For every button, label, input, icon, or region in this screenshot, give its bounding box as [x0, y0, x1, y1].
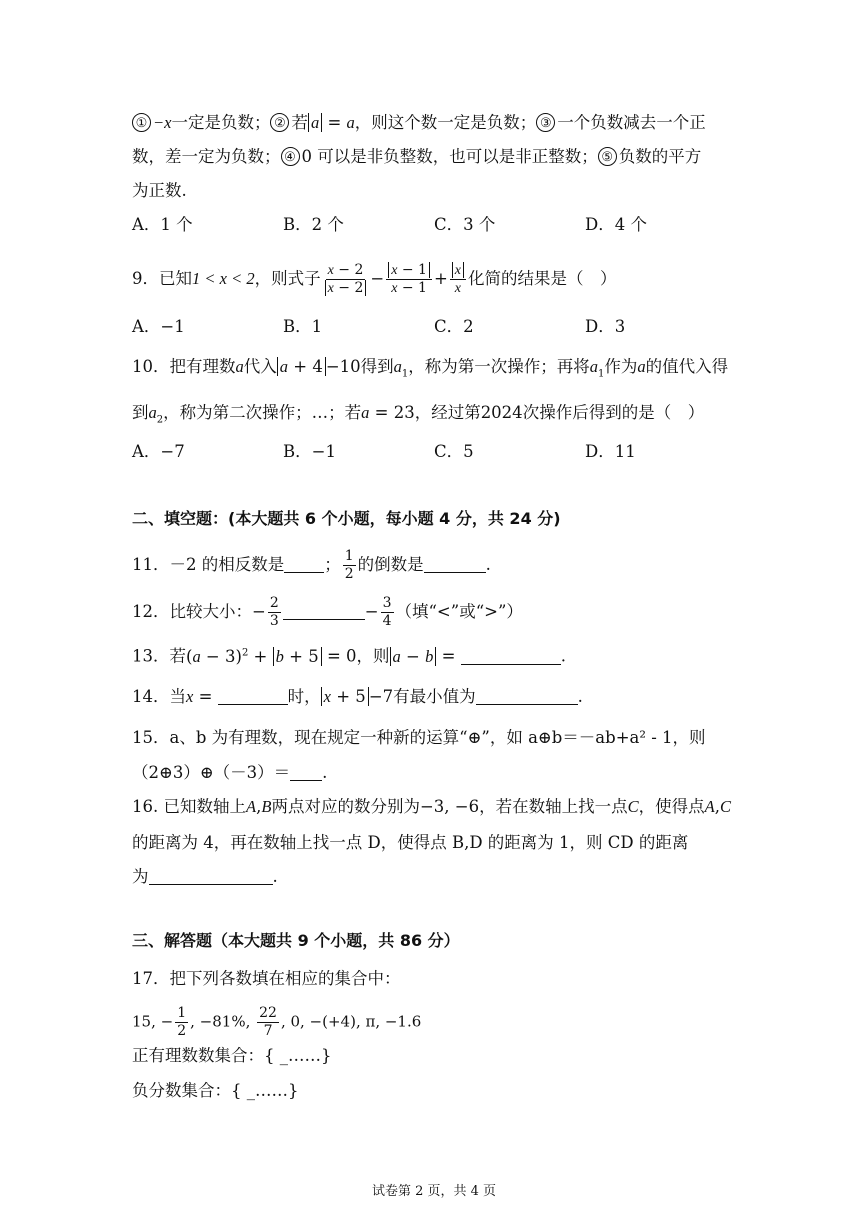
q14-blank-2[interactable] [476, 688, 578, 705]
q16-blank[interactable] [149, 868, 273, 885]
q10-line-2: 到$a_2$，称为第二次操作；…；若a = 23，经过第2024次操作后得到的是（ ） [132, 403, 705, 426]
q14-blank-1[interactable] [218, 688, 288, 705]
q17-set-positive-rational: 正有理数数集合：{ _……} [132, 1046, 332, 1065]
q8-line-2: 数，差一定为负数； ④ 0 可以是非负整数，也可以是非正整数； ⑤ 负数的平方 [132, 147, 702, 166]
q8-line-3: 为正数. [132, 181, 187, 200]
q9-option-d: D．3 [585, 317, 626, 336]
q9-fraction-1: $\frac{x - 2}{x - 2}$ [323, 262, 369, 297]
q15-line-2: （2⊕3）⊕（－3）＝ . [132, 763, 328, 782]
q12: 12．比较大小：− $\frac{2}{3}$ − $\frac{3}{4}$ （填“<”或“>”） [132, 595, 523, 629]
q16-line-3: 为 . [132, 867, 278, 886]
q9-fraction-3: $\frac{x}{x}$ [450, 262, 466, 297]
q10-line-1: 10．把有理数a代入 a + 4 −10得到$a_1$，称为第一次操作；再将$a_1$作为a的值代入得 [132, 357, 729, 380]
q17-stem: 17．把下列各数填在相应的集合中： [132, 969, 401, 988]
q11-blank-1[interactable] [284, 556, 324, 573]
q17-set-negative-fraction: 负分数集合：{ _……} [132, 1081, 299, 1100]
q8-option-c: C．3 个 [434, 215, 496, 234]
q8-option-b: B．2 个 [283, 215, 344, 234]
q13-blank[interactable] [461, 648, 561, 665]
q8-option-a: A．1 个 [132, 215, 193, 234]
q10-option-d: D．11 [585, 442, 636, 461]
q13: 13．若$(a - 3)^2 + b + 5 = 0$，则 a − b = . [132, 646, 566, 666]
q10-option-b: B．−1 [283, 442, 336, 461]
circled-mark-5: ⑤ [598, 147, 617, 166]
q9-option-b: B．1 [283, 317, 323, 336]
q10-option-c: C．5 [434, 442, 474, 461]
circled-mark-1: ① [132, 113, 151, 132]
q15-line-1: 15．a、b 为有理数，现在规定一种新的运算“⊕”，如 a⊕b＝－ab+a² - 1，则 [132, 728, 706, 747]
q9-option-a: A．−1 [132, 317, 185, 336]
q10-option-a: A．−7 [132, 442, 185, 461]
q16-line-2: 的距离为 4，再在数轴上找一点 D，使得点 B,D 的距离为 1，则 CD 的距离 [132, 833, 689, 852]
q15-blank[interactable] [290, 764, 322, 781]
q8-line-1: ① −x一定是负数； ② 若 a = a，则这个数一定是负数； ③ 一个负数减去一个正 [132, 112, 740, 134]
q11: 11．－2 的相反数是 ； $\frac{1}{2}$ 的倒数是 . [132, 548, 491, 582]
q11-blank-2[interactable] [424, 556, 486, 573]
q9-stem: 9．已知1 < x < 2，则式子 $\frac{x - 2}{x - 2}$ − $\frac{x - 1}{x - 1}$ + $\frac{x}{x}$ 化简的结果是（ ） [132, 262, 617, 296]
q12-blank[interactable] [283, 603, 365, 620]
q16-line-1: 16. 已知数轴上A,B两点对应的数分别为−3, −6，若在数轴上找一点C，使得点A,C [132, 797, 731, 816]
section-3-heading: 三、解答题（本大题共 9 个小题，共 86 分） [132, 931, 460, 950]
q8-option-d: D．4 个 [585, 215, 647, 234]
q9-fraction-2: $\frac{x - 1}{x - 1}$ [386, 262, 432, 297]
page-footer: 试卷第 2 页，共 4 页 [371, 1184, 497, 1199]
circled-mark-4: ④ [281, 147, 300, 166]
section-2-heading: 二、填空题：(本大题共 6 个小题，每小题 4 分，共 24 分) [132, 509, 561, 528]
circled-mark-2: ② [270, 113, 289, 132]
q17-numbers: 15, − $\frac{1}{2}$ , −81%, $\frac{22}{7}$ , 0, −(+4), π, −1.6 [132, 1005, 422, 1039]
q9-option-c: C．2 [434, 317, 474, 336]
circled-mark-3: ③ [536, 113, 555, 132]
q14: 14．当x = 时， x + 5 −7有最小值为 . [132, 687, 583, 706]
